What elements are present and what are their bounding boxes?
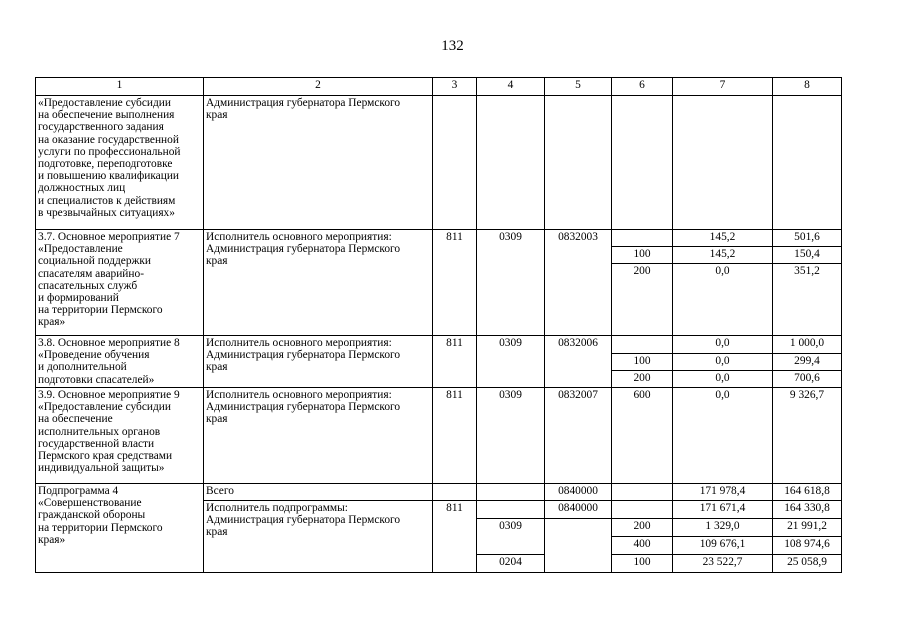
cell: [545, 519, 612, 573]
text-line: исполнительных органов: [38, 425, 161, 438]
amount-cell: 145,2: [673, 230, 773, 247]
header-cell: 3: [433, 78, 477, 96]
target-code-cell: 0832007: [545, 388, 612, 484]
cell: [612, 96, 673, 230]
amount-cell: 108 974,6: [773, 537, 842, 555]
cell: [545, 96, 612, 230]
header-cell: 6: [612, 78, 673, 96]
text-line: на обеспечение: [38, 413, 113, 426]
text-line: и специалистов к действиям: [38, 194, 176, 207]
cell: [612, 484, 673, 501]
text-line: края: [206, 413, 228, 426]
section-code-cell: 0204: [477, 555, 545, 573]
table-row: [36, 484, 842, 501]
page-number: 132: [441, 38, 464, 54]
executor-cell: [204, 388, 433, 484]
expense-type-cell: [612, 336, 673, 354]
amount-cell: 164 330,8: [773, 501, 842, 519]
event-name-cell: [36, 96, 204, 230]
text-line: края: [206, 526, 228, 539]
text-line: Исполнитель подпрограммы:: [206, 502, 348, 514]
text-line: подготовки спасателей»: [38, 373, 155, 386]
amount-cell: 9 326,7: [773, 388, 842, 484]
admin-code-cell: 811: [433, 336, 477, 388]
text-line: Администрация губернатора Пермского: [206, 349, 401, 362]
text-line: Администрация губернатора Пермского: [206, 97, 401, 109]
amount-cell: 109 676,1: [673, 537, 773, 555]
section-code-cell: 0309: [477, 230, 545, 336]
admin-code-cell: 811: [433, 501, 477, 573]
text-line: на обеспечение выполнения: [38, 109, 175, 122]
expense-type-cell: 400: [612, 537, 673, 555]
subprogram-name-cell: [36, 484, 204, 573]
expense-type-cell: 200: [612, 519, 673, 537]
text-line: Администрация губернатора Пермского: [206, 243, 401, 256]
text-line: Исполнитель основного мероприятия:: [206, 337, 392, 349]
header-row: [36, 78, 842, 96]
text-line: края»: [38, 533, 66, 546]
executor-cell: [204, 230, 433, 336]
text-line: «Совершенствование: [38, 497, 142, 510]
table-row: [36, 336, 842, 354]
amount-cell: 25 058,9: [773, 555, 842, 573]
text-line: на территории Пермского: [38, 521, 163, 534]
text-line: государственного задания: [38, 121, 164, 134]
amount-cell: 171 671,4: [673, 501, 773, 519]
text-line: спасательных служб: [38, 279, 138, 292]
text-line: социальной поддержки: [38, 255, 152, 268]
header-cell: 7: [673, 78, 773, 96]
header-cell: 1: [36, 78, 204, 96]
event-name-cell: [36, 336, 204, 388]
text-line: на территории Пермского: [38, 304, 163, 317]
text-line: на оказание государственной: [38, 133, 179, 146]
amount-cell: 1 000,0: [773, 336, 842, 354]
amount-cell: 164 618,8: [773, 484, 842, 501]
table-row: [36, 230, 842, 247]
event-name-cell: [36, 230, 204, 336]
header-cell: 5: [545, 78, 612, 96]
amount-cell: 0,0: [673, 388, 773, 484]
amount-cell: 145,2: [673, 247, 773, 264]
total-label-cell: Всего: [204, 484, 433, 501]
text-line: должностных лиц: [38, 182, 126, 195]
amount-cell: 23 522,7: [673, 555, 773, 573]
expense-type-cell: [612, 230, 673, 247]
header-cell: 4: [477, 78, 545, 96]
amount-cell: 0,0: [673, 371, 773, 388]
text-line: Исполнитель основного мероприятия:: [206, 231, 392, 243]
text-line: в чрезвычайных ситуациях»: [38, 206, 175, 219]
cell: [673, 96, 773, 230]
text-line: 3.9. Основное мероприятие 9: [38, 389, 180, 401]
amount-cell: 700,6: [773, 371, 842, 388]
cell: [433, 96, 477, 230]
text-line: «Предоставление субсидии: [38, 97, 171, 109]
amount-cell: 1 329,0: [673, 519, 773, 537]
table-row: [36, 388, 842, 484]
event-name-cell: [36, 388, 204, 484]
expense-type-cell: 200: [612, 264, 673, 336]
table-row: [36, 96, 842, 230]
text-line: края: [206, 361, 228, 374]
amount-cell: 171 978,4: [673, 484, 773, 501]
text-line: Администрация губернатора Пермского: [206, 401, 401, 414]
text-line: 3.8. Основное мероприятие 8: [38, 337, 180, 349]
text-line: и дополнительной: [38, 361, 127, 374]
expense-type-cell: 600: [612, 388, 673, 484]
amount-cell: 0,0: [673, 264, 773, 336]
text-line: Пермского края средствами: [38, 450, 173, 463]
admin-code-cell: 811: [433, 388, 477, 484]
amount-cell: 21 991,2: [773, 519, 842, 537]
executor-cell: [204, 336, 433, 388]
amount-cell: 299,4: [773, 354, 842, 371]
text-line: гражданской обороны: [38, 509, 146, 522]
text-line: «Проведение обучения: [38, 349, 150, 362]
text-line: индивидуальной защиты»: [38, 462, 165, 475]
section-code-cell: 0309: [477, 519, 545, 555]
budget-table: [35, 77, 842, 573]
target-code-cell: 0840000: [545, 484, 612, 501]
text-line: 3.7. Основное мероприятие 7: [38, 231, 180, 243]
text-line: Исполнитель основного мероприятия:: [206, 389, 392, 401]
expense-type-cell: 200: [612, 371, 673, 388]
amount-cell: 351,2: [773, 264, 842, 336]
text-line: края»: [38, 316, 66, 329]
header-cell: 8: [773, 78, 842, 96]
amount-cell: 501,6: [773, 230, 842, 247]
text-line: и формирований: [38, 292, 119, 305]
amount-cell: 0,0: [673, 354, 773, 371]
cell: [773, 96, 842, 230]
section-code-cell: 0309: [477, 336, 545, 388]
target-code-cell: 0832006: [545, 336, 612, 388]
text-line: «Предоставление субсидии: [38, 401, 171, 414]
amount-cell: 150,4: [773, 247, 842, 264]
expense-type-cell: 100: [612, 555, 673, 573]
expense-type-cell: 100: [612, 354, 673, 371]
cell: [477, 484, 545, 501]
target-code-cell: 0840000: [545, 501, 612, 519]
cell: [477, 501, 545, 519]
admin-code-cell: 811: [433, 230, 477, 336]
target-code-cell: 0832003: [545, 230, 612, 336]
cell: [612, 501, 673, 519]
section-code-cell: 0309: [477, 388, 545, 484]
text-line: края: [206, 109, 228, 122]
text-line: «Предоставление: [38, 243, 123, 256]
text-line: Подпрограмма 4: [38, 485, 119, 497]
cell: [477, 96, 545, 230]
text-line: и повышению квалификации: [38, 170, 180, 183]
executor-cell: [204, 501, 433, 573]
text-line: спасателям аварийно-: [38, 267, 144, 280]
text-line: подготовке, переподготовке: [38, 158, 173, 171]
amount-cell: 0,0: [673, 336, 773, 354]
executor-cell: [204, 96, 433, 230]
text-line: Администрация губернатора Пермского: [206, 514, 401, 527]
header-cell: 2: [204, 78, 433, 96]
text-line: края: [206, 255, 228, 268]
expense-type-cell: 100: [612, 247, 673, 264]
text-line: услуги по профессиональной: [38, 145, 181, 158]
cell: [433, 484, 477, 501]
text-line: государственной власти: [38, 437, 155, 450]
